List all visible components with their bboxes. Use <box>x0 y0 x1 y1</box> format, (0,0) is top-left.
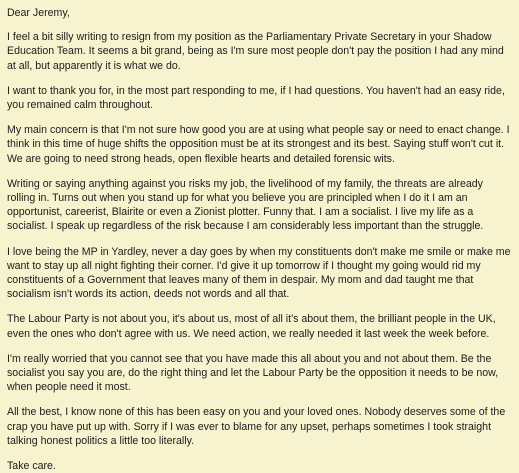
letter-paragraph: I want to thank you for, in the most part responding to me, if I had questions. You haven't had an easy ride, you remained calm throughout. <box>7 84 505 112</box>
letter-paragraph: The Labour Party is not about you, it's about us, most of all it's about them, the brilliant people in the UK, even the ones who don't agree with us. We need action, we really needed it last week the week before. <box>7 313 496 340</box>
letter-paragraph: I'm really worried that you cannot see that you have made this all about you and not about them. Be the socialist you say you are, do the right thing and let the Labour Party be the opposition it needs to be now, when people need it most. <box>7 352 499 394</box>
letter-paragraph: My main concern is that I'm not sure how good you are at using what people say or need to enact change. I think in this time of huge shifts the opposition must be at its strongest and its best. Saying stuff won't cut it. We are going to need strong heads, open flexible hearts and detailed forensic wits. <box>7 124 510 165</box>
letter-paragraph: I feel a bit silly writing to resign from my position as the Parliamentary Private Secretary in your Shadow Education Team. It seems a bit grand, being as I'm sure most people don't pay the position I had any mind at all, but apparently it is what we do. <box>7 31 504 72</box>
letter-paragraph: All the best, I know none of this has been easy on you and your loved ones. Nobody deserves some of the crap you have put up with. Sorry if I was ever to blame for any upset, perhaps sometimes I took straight talking honest politics a little too literally. <box>7 406 506 447</box>
letter-salutation: Dear Jeremy, <box>7 7 70 19</box>
letter-closing: Take care. <box>7 460 56 473</box>
letter-paragraph: Writing or saying anything against you risks my job, the livelihood of my family, the threats are already rolling in. Turns out when you stand up for what you believe you are principled when I do it I am an opportunist, careerist, Blairite or even a Zionist plotter. Funny that. I am a socialist. I live my life as a socialist. I speak up regardless of the risk because I am considerably less important than the struggle. <box>7 177 484 233</box>
letter-paragraph: I love being the MP in Yardley, never a day goes by when my constituents don't make me smile or make me want to stay up all night fighting their corner. I'd give it up tomorrow if I thought my going would rid my constituents of a Government that leaves many of them in despair. My mom and dad taught me that socialism isn't words its action, deeds not words and all that. <box>7 245 511 301</box>
